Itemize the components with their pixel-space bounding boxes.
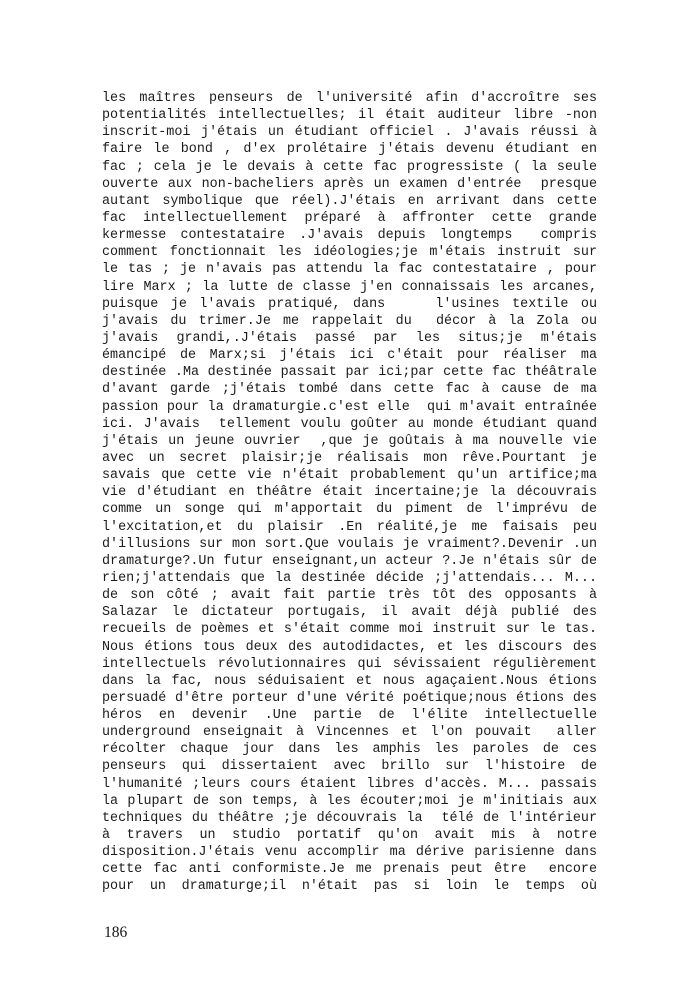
text-line: le tas ; je n'avais pas attendu la fac contestataire , pour bbox=[102, 262, 597, 278]
text-line: à travers un studio portatif qu'on avait mis à notre bbox=[102, 828, 597, 844]
text-line: disposition.J'étais venu accomplir ma dérive parisienne dans bbox=[102, 845, 597, 861]
text-line: kermesse contestataire .J'avais depuis longtemps compris bbox=[102, 228, 597, 244]
text-line: comme un songe qui m'apportait du piment de l'imprévu de bbox=[102, 502, 597, 518]
text-line: rien;j'attendais que la destinée décide ;j'attendais... M... bbox=[102, 570, 597, 586]
text-line: faire le bond , d'ex prolétaire j'étais devenu étudiant en bbox=[102, 142, 597, 158]
text-line: Salazar le dictateur portugais, il avait déjà publié des bbox=[102, 605, 597, 621]
text-line: avec un secret plaisir;je réalisais mon rêve.Pourtant je bbox=[102, 450, 597, 466]
text-line: persuadé d'être porteur d'une vérité poétique;nous étions des bbox=[102, 690, 597, 706]
page-number: 186 bbox=[104, 924, 128, 941]
text-line: puisque je l'avais pratiqué, dans l'usines textile ou bbox=[102, 296, 597, 312]
text-line: recueils de poèmes et s'était comme moi instruit sur le tas. bbox=[102, 622, 597, 638]
text-line: ouverte aux non-bacheliers après un examen d'entrée presque bbox=[102, 176, 597, 192]
text-line: cette fac anti conformiste.Je me prenais peut être encore bbox=[102, 862, 597, 878]
text-line: d'avant garde ;j'étais tombé dans cette fac à cause de ma bbox=[102, 382, 597, 398]
text-line: j'avais du trimer.Je me rappelait du décor à la Zola ou bbox=[102, 313, 597, 329]
text-line: techniques du théâtre ;je découvrais la télé de l'intérieur bbox=[102, 810, 597, 826]
text-line: intellectuels révolutionnaires qui sévissaient régulièrement bbox=[102, 656, 597, 672]
text-line: récolter chaque jour dans les amphis les paroles de ces bbox=[102, 742, 597, 758]
text-line: la plupart de son temps, à les écouter;moi je m'initiais aux bbox=[102, 793, 597, 809]
text-line: les maîtres penseurs de l'université afin d'accroître ses bbox=[102, 91, 597, 106]
text-line: penseurs qui dissertaient avec brillo sur l'histoire de bbox=[102, 759, 597, 775]
text-line: Nous étions tous deux des autodidactes, et les discours des bbox=[102, 639, 597, 655]
text-line: j'avais grandi,.J'étais passé par les situs;je m'étais bbox=[102, 330, 597, 346]
text-line: fac intellectuellement préparé à affronter cette grande bbox=[102, 210, 597, 226]
text-line: ici. J'avais tellement voulu goûter au monde étudiant quand bbox=[102, 416, 597, 432]
text-line: héros en devenir .Une partie de l'élite intellectuelle bbox=[102, 708, 597, 724]
text-line: vie d'étudiant en théâtre était incertaine;je la découvrais bbox=[102, 485, 597, 501]
text-line: de son côté ; avait fait partie très tôt des opposants à bbox=[102, 588, 597, 604]
body-text bbox=[102, 90, 597, 896]
text-line: dramaturge?.Un futur enseignant,un acteur ?.Je n'étais sûr de bbox=[102, 553, 597, 569]
text-line: d'illusions sur mon sort.Que voulais je vraiment?.Devenir .un bbox=[102, 536, 597, 552]
text-line: destinée .Ma destinée passait par ici;par cette fac théâtrale bbox=[102, 365, 597, 381]
text-line: autant symbolique que réel).J'étais en arrivant dans cette bbox=[102, 193, 597, 209]
text-line: passion pour la dramaturgie.c'est elle qui m'avait entraînée bbox=[102, 399, 597, 415]
text-line: underground enseignait à Vincennes et l'on pouvait aller bbox=[102, 725, 597, 741]
text-line: inscrit-moi j'étais un étudiant officiel . J'avais réussi à bbox=[102, 125, 597, 141]
text-line: savais que cette vie n'était probablement qu'un artifice;ma bbox=[102, 468, 597, 484]
text-line: fac ; cela je le devais à cette fac progressiste ( la seule bbox=[102, 159, 597, 175]
text-line: l'humanité ;leurs cours étaient libres d'accès. M... passais bbox=[102, 776, 597, 792]
text-line: lire Marx ; la lutte de classe j'en connaissais les arcanes, bbox=[102, 279, 597, 295]
text-line: comment fonctionnait les idéologies;je m'étais instruit sur bbox=[102, 245, 597, 261]
text-line: dans la fac, nous séduisaient et nous agaçaient.Nous étions bbox=[102, 673, 597, 689]
text-line: émancipé de Marx;si j'étais ici c'était pour réaliser ma bbox=[102, 348, 597, 364]
text-line: l'excitation,et du plaisir .En réalité,je me faisais peu bbox=[102, 519, 597, 535]
text-line: pour un dramaturge;il n'était pas si loin le temps où bbox=[102, 879, 597, 895]
text-line: j'étais un jeune ouvrier ,que je goûtais à ma nouvelle vie bbox=[102, 433, 597, 449]
text-line: potentialités intellectuelles; il était auditeur libre -non bbox=[102, 108, 597, 124]
